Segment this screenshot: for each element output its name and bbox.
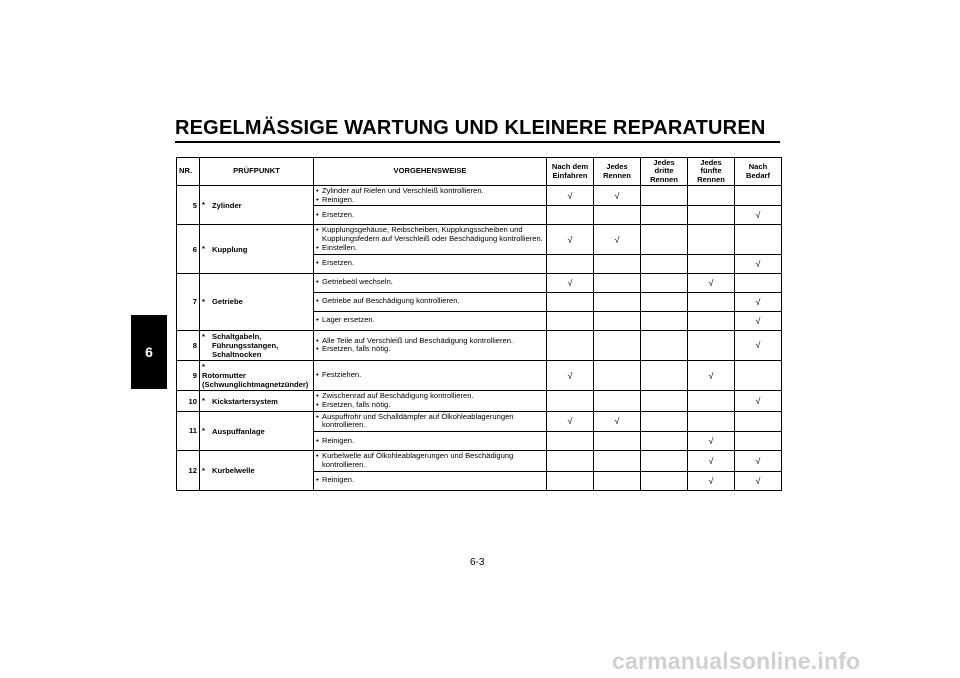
procedure-step: [316, 371, 544, 380]
procedure-cell: [314, 432, 547, 451]
empty-interval-cell: [688, 186, 735, 206]
empty-interval-cell: [547, 254, 594, 273]
watermark: carmanualsonline.info: [612, 648, 861, 674]
empty-interval-cell: [735, 225, 782, 254]
asterisk-marker: *: [202, 361, 205, 371]
check-item: [200, 411, 314, 450]
procedure-cell: [314, 311, 547, 330]
header-procedure: VORGEHENSWEISE: [314, 158, 547, 186]
check-mark: √: [688, 451, 735, 471]
empty-interval-cell: [688, 292, 735, 311]
check-mark: √: [594, 411, 641, 431]
table-row: [177, 330, 782, 360]
empty-interval-cell: [594, 206, 641, 225]
procedure-step: [316, 452, 544, 469]
check-item: [200, 330, 314, 360]
bullet-icon: •: [316, 277, 319, 287]
bullet-icon: •: [316, 400, 319, 409]
empty-interval-cell: [594, 391, 641, 411]
empty-interval-cell: [641, 471, 688, 490]
asterisk-marker: *: [202, 396, 205, 406]
title-underline: [175, 141, 780, 143]
bullet-icon: •: [316, 296, 319, 306]
procedure-step: [316, 211, 544, 220]
bullet-icon: •: [316, 451, 319, 461]
check-mark: √: [735, 311, 782, 330]
empty-interval-cell: [688, 254, 735, 273]
bullet-icon: •: [316, 475, 319, 485]
procedure-step: [316, 278, 544, 287]
procedure-cell: [314, 471, 547, 490]
bullet-icon: •: [316, 242, 319, 252]
table-body: [177, 186, 782, 491]
bullet-icon: •: [316, 225, 319, 235]
procedure-text: Ersetzen, falls nötig.: [322, 344, 391, 354]
check-item-label: Rotormutter (Schwunglichtmagnetzünder): [202, 371, 309, 390]
asterisk-marker: *: [202, 200, 205, 210]
header-interval: Jedes fünfte Rennen: [688, 158, 735, 186]
empty-interval-cell: [547, 292, 594, 311]
bullet-icon: •: [316, 258, 319, 268]
procedure-step: [316, 316, 544, 325]
empty-interval-cell: [641, 273, 688, 292]
empty-interval-cell: [547, 206, 594, 225]
procedure-cell: [314, 391, 547, 411]
empty-interval-cell: [688, 206, 735, 225]
check-mark: √: [735, 254, 782, 273]
asterisk-marker: *: [202, 296, 205, 306]
check-item: [200, 225, 314, 273]
check-mark: √: [688, 471, 735, 490]
procedure-step: [316, 401, 544, 410]
page-number: 6-3: [470, 557, 485, 568]
procedure-cell: [314, 360, 547, 390]
procedure-step: [316, 226, 544, 243]
check-item-label: Kickstartersystem: [212, 396, 278, 406]
procedure-cell: [314, 451, 547, 471]
procedure-step: [316, 413, 544, 430]
bullet-icon: •: [316, 370, 319, 380]
empty-interval-cell: [547, 471, 594, 490]
bullet-icon: •: [316, 435, 319, 445]
procedure-cell: [314, 292, 547, 311]
procedure-cell: [314, 186, 547, 206]
item-number: 8: [177, 330, 200, 360]
table-row: [177, 225, 782, 254]
check-mark: √: [735, 471, 782, 490]
check-mark: √: [735, 330, 782, 360]
procedure-cell: [314, 225, 547, 254]
check-item-label: Kupplung: [212, 244, 248, 254]
empty-interval-cell: [735, 411, 782, 431]
asterisk-marker: *: [202, 244, 205, 254]
check-item-label: Zylinder: [212, 200, 242, 210]
empty-interval-cell: [688, 391, 735, 411]
empty-interval-cell: [641, 411, 688, 431]
empty-interval-cell: [641, 292, 688, 311]
header-item: PRÜFPUNKT: [200, 158, 314, 186]
bullet-icon: •: [316, 344, 319, 354]
empty-interval-cell: [688, 311, 735, 330]
table-row: [177, 411, 782, 431]
empty-interval-cell: [641, 360, 688, 390]
asterisk-marker: *: [202, 465, 205, 475]
procedure-cell: [314, 330, 547, 360]
empty-interval-cell: [594, 432, 641, 451]
empty-interval-cell: [641, 206, 688, 225]
check-item-label: Kurbelwelle: [212, 466, 255, 476]
item-number: 6: [177, 225, 200, 273]
header-interval: Jedes dritte Rennen: [641, 158, 688, 186]
empty-interval-cell: [594, 254, 641, 273]
bullet-icon: •: [316, 335, 319, 345]
procedure-text: Ersetzen.: [322, 210, 355, 220]
procedure-text: Ersetzen.: [322, 258, 355, 268]
procedure-step: [316, 297, 544, 306]
empty-interval-cell: [641, 254, 688, 273]
procedure-text: Kurbelwelle auf Ölkohleablagerungen und Beschädigung kontrollieren.: [322, 451, 514, 469]
procedure-text: Getriebe auf Beschädigung kontrollieren.: [322, 296, 460, 306]
procedure-text: Reinigen.: [322, 475, 355, 485]
procedure-text: Lager ersetzen.: [322, 315, 375, 325]
procedure-step: [316, 345, 544, 354]
table-row: [177, 391, 782, 411]
empty-interval-cell: [547, 330, 594, 360]
procedure-text: Zwischenrad auf Beschädigung kontrollieren.: [322, 391, 474, 401]
check-mark: √: [688, 432, 735, 451]
procedure-step: [316, 476, 544, 485]
procedure-cell: [314, 206, 547, 225]
bullet-icon: •: [316, 391, 319, 401]
procedure-text: Zylinder auf Riefen und Verschleiß kontrollieren.: [322, 186, 484, 196]
empty-interval-cell: [641, 225, 688, 254]
empty-interval-cell: [594, 273, 641, 292]
procedure-text: Ersetzen, falls nötig.: [322, 400, 391, 409]
check-mark: √: [735, 391, 782, 411]
table-row: [177, 273, 782, 292]
procedure-text: Reinigen.: [322, 194, 355, 204]
check-item: [200, 273, 314, 330]
procedure-cell: [314, 411, 547, 431]
empty-interval-cell: [641, 432, 688, 451]
page-title: REGELMÄSSIGE WARTUNG UND KLEINERE REPARATUREN: [175, 117, 766, 139]
procedure-text: Festziehen.: [322, 370, 362, 380]
check-item: [200, 186, 314, 225]
bullet-icon: •: [316, 315, 319, 325]
empty-interval-cell: [735, 186, 782, 206]
bullet-icon: •: [316, 210, 319, 220]
check-mark: √: [547, 225, 594, 254]
check-item: [200, 360, 314, 390]
bullet-icon: •: [316, 194, 319, 204]
item-number: 5: [177, 186, 200, 225]
procedure-cell: [314, 273, 547, 292]
empty-interval-cell: [735, 432, 782, 451]
chapter-tab: 6: [131, 315, 167, 389]
empty-interval-cell: [641, 311, 688, 330]
bullet-icon: •: [316, 411, 319, 421]
procedure-step: [316, 244, 544, 253]
bullet-icon: •: [316, 186, 319, 196]
empty-interval-cell: [594, 292, 641, 311]
item-number: 10: [177, 391, 200, 411]
procedure-text: Kupplungsgehäuse, Reibscheiben, Kupplungsscheiben und Kupplungsfedern auf Verschleiß oder Beschädigung kontrollieren.: [322, 225, 543, 244]
procedure-text: Auspuffrohr und Schalldämpfer auf Ölkohleablagerungen kontrollieren.: [322, 411, 514, 430]
empty-interval-cell: [594, 311, 641, 330]
check-item: [200, 451, 314, 490]
procedure-cell: [314, 254, 547, 273]
item-number: 9: [177, 360, 200, 390]
empty-interval-cell: [641, 451, 688, 471]
table-row: [177, 186, 782, 206]
maintenance-table: [176, 157, 782, 491]
empty-interval-cell: [594, 330, 641, 360]
empty-interval-cell: [547, 311, 594, 330]
procedure-step: [316, 196, 544, 205]
item-number: 12: [177, 451, 200, 490]
empty-interval-cell: [735, 360, 782, 390]
empty-interval-cell: [594, 471, 641, 490]
check-mark: √: [735, 206, 782, 225]
check-item-label: Schaltgabeln, Führungsstangen, Schaltnocken: [212, 331, 279, 359]
empty-interval-cell: [688, 330, 735, 360]
procedure-text: Alle Teile auf Verschleiß und Beschädigung kontrollieren.: [322, 335, 514, 345]
procedure-text: Einstellen.: [322, 242, 358, 252]
empty-interval-cell: [641, 391, 688, 411]
check-mark: √: [688, 360, 735, 390]
check-mark: √: [735, 451, 782, 471]
header-interval: Nach dem Einfahren: [547, 158, 594, 186]
procedure-text: Getriebeöl wechseln.: [322, 277, 393, 287]
check-item: [200, 391, 314, 411]
check-mark: √: [547, 360, 594, 390]
empty-interval-cell: [547, 432, 594, 451]
empty-interval-cell: [641, 186, 688, 206]
empty-interval-cell: [735, 273, 782, 292]
check-mark: √: [735, 292, 782, 311]
check-item-label: Getriebe: [212, 297, 243, 307]
asterisk-marker: *: [202, 331, 205, 341]
procedure-step: [316, 259, 544, 268]
check-mark: √: [688, 273, 735, 292]
empty-interval-cell: [641, 330, 688, 360]
table-header-row: [177, 158, 782, 186]
check-mark: √: [547, 186, 594, 206]
empty-interval-cell: [547, 391, 594, 411]
procedure-text: Reinigen.: [322, 435, 355, 445]
empty-interval-cell: [688, 411, 735, 431]
empty-interval-cell: [594, 451, 641, 471]
header-interval: Nach Bedarf: [735, 158, 782, 186]
item-number: 11: [177, 411, 200, 450]
procedure-step: [316, 437, 544, 446]
header-interval: Jedes Rennen: [594, 158, 641, 186]
check-mark: √: [547, 411, 594, 431]
table-row: [177, 451, 782, 471]
empty-interval-cell: [688, 225, 735, 254]
check-mark: √: [594, 186, 641, 206]
table-row: [177, 360, 782, 390]
check-mark: √: [594, 225, 641, 254]
empty-interval-cell: [594, 360, 641, 390]
item-number: 7: [177, 273, 200, 330]
asterisk-marker: *: [202, 426, 205, 436]
check-item-label: Auspuffanlage: [212, 426, 265, 436]
check-mark: √: [547, 273, 594, 292]
header-nr: NR.: [177, 158, 200, 186]
empty-interval-cell: [547, 451, 594, 471]
